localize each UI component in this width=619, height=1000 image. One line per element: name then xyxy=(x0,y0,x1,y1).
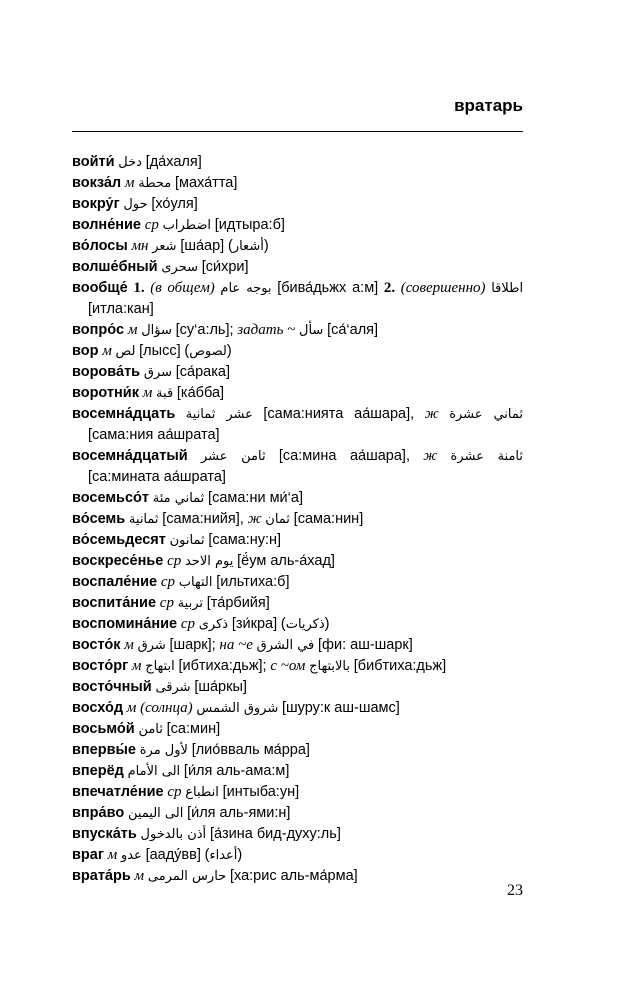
grammar-label: м xyxy=(142,385,153,401)
arabic-translation: قبة xyxy=(156,386,174,401)
arabic-translation: سحرى xyxy=(161,260,198,275)
headword: восто́чный xyxy=(72,679,152,695)
arabic-translation: لص xyxy=(115,344,136,359)
grammar-label: ср xyxy=(167,553,182,569)
grammar-label: м xyxy=(134,868,145,884)
dictionary-entry xyxy=(72,572,523,593)
headword: волше́бный xyxy=(72,259,158,275)
headword: волне́ние xyxy=(72,217,141,233)
grammar-label: ср xyxy=(160,574,176,590)
transcription: [хо́уля] xyxy=(151,196,198,212)
usage-label: (в общем) xyxy=(150,280,215,296)
transcription: ) xyxy=(237,847,243,863)
arabic-translation: الى اليمين xyxy=(127,806,184,821)
headword: впуска́ть xyxy=(72,826,137,842)
headword: впечатле́ние xyxy=(72,784,164,800)
transcription: [ша́ар] xyxy=(180,238,225,254)
transcription: [сама:ния аа́шрата] xyxy=(88,427,220,443)
dictionary-entry xyxy=(72,236,523,257)
headword: воскресе́нье xyxy=(72,553,164,569)
dictionary-entry xyxy=(72,320,523,341)
grammar-label: м xyxy=(127,322,138,338)
transcription: [ильтиха:б] xyxy=(216,574,290,590)
transcription: ( xyxy=(280,616,286,632)
headword: восхо́д xyxy=(72,700,124,716)
transcription: ) xyxy=(226,343,232,359)
arabic-translation: في الشرق xyxy=(256,638,315,653)
arabic-translation: محطة xyxy=(138,176,172,191)
dictionary-entry xyxy=(72,761,523,782)
headword: вперёд xyxy=(72,763,124,779)
dictionary-entry xyxy=(72,173,523,194)
headword: врата́рь xyxy=(72,868,131,884)
dictionary-entry xyxy=(72,215,523,236)
grammar-label: м xyxy=(102,343,112,359)
arabic-translation: سرق xyxy=(143,365,173,380)
dictionary-entry xyxy=(72,635,523,656)
transcription: [лысс] xyxy=(139,343,181,359)
usage-label: задать ~ xyxy=(237,322,296,338)
arabic-translation: ثامنة عشرة xyxy=(450,449,523,464)
headword: воспале́ние xyxy=(72,574,158,590)
transcription: [да́халя] xyxy=(145,154,202,170)
transcription: [и́ля аль-ама:м] xyxy=(183,763,290,779)
headword: во́семь xyxy=(72,511,126,527)
dictionary-entry xyxy=(72,488,523,509)
transcription: [са́рака] xyxy=(175,364,230,380)
transcription: ( xyxy=(227,238,233,254)
transcription: [та́рбийя] xyxy=(206,595,270,611)
arabic-translation: بوجه عام xyxy=(220,281,272,296)
headword: впра́во xyxy=(72,805,125,821)
entry-list xyxy=(72,152,523,887)
dictionary-entry xyxy=(72,740,523,761)
arabic-translation: انطباع xyxy=(185,785,219,800)
headword: восемна́дцатый xyxy=(72,448,188,464)
transcription: [фи: аш-шарк] xyxy=(318,637,413,653)
arabic-translation: عشر ثمانية xyxy=(185,407,253,422)
transcription: [си́хри] xyxy=(201,259,249,275)
arabic-translation: لصوص xyxy=(189,344,227,359)
transcription: [аадýвв] xyxy=(145,847,201,863)
usage-label: на ~е xyxy=(219,637,253,653)
grammar-label: м xyxy=(131,658,142,674)
headword: войти́ xyxy=(72,154,115,170)
arabic-translation: يوم الاحد xyxy=(184,554,234,569)
dictionary-entry xyxy=(72,278,523,320)
dictionary-entry xyxy=(72,866,523,887)
grammar-label: ср xyxy=(144,217,159,233)
arabic-translation: تربية xyxy=(177,596,204,611)
arabic-translation: ذكريات xyxy=(285,617,325,632)
transcription: [сама:нийя], xyxy=(162,511,244,527)
dictionary-entry xyxy=(72,677,523,698)
arabic-translation: أعداء xyxy=(209,848,238,863)
arabic-translation: اطلاقا xyxy=(491,281,524,296)
arabic-translation: دخل xyxy=(118,155,142,170)
dictionary-entry xyxy=(72,782,523,803)
arabic-translation: أشعار xyxy=(232,239,264,254)
transcription: [бибтиха:дьж] xyxy=(353,658,447,674)
arabic-translation: ثمانية xyxy=(128,512,159,527)
arabic-translation: شعر xyxy=(152,239,177,254)
headword: ворова́ть xyxy=(72,364,141,380)
dictionary-entry xyxy=(72,656,523,677)
arabic-translation: ثماني عشرة xyxy=(449,407,524,422)
grammar-label: ср xyxy=(167,784,182,800)
usage-label: ж xyxy=(423,448,438,464)
arabic-translation: عدو xyxy=(120,848,142,863)
dictionary-entry xyxy=(72,551,523,572)
dictionary-entry xyxy=(72,194,523,215)
headword: восто́рг xyxy=(72,658,129,674)
headword: восемьсо́т xyxy=(72,490,149,506)
arabic-translation: لأول مرة xyxy=(139,743,188,758)
transcription: [ё́ум аль-а́хад] xyxy=(237,553,335,569)
arabic-translation: ثمان xyxy=(265,512,290,527)
transcription: ) xyxy=(324,616,330,632)
usage-label: с ~ом xyxy=(270,658,306,674)
arabic-translation: أذن بالدخول xyxy=(140,827,207,842)
headword: воротни́к xyxy=(72,385,139,401)
dictionary-entry xyxy=(72,257,523,278)
dictionary-entry xyxy=(72,446,523,488)
transcription: [шуру:к аш-шамс] xyxy=(282,700,400,716)
arabic-translation: سؤال xyxy=(141,323,172,338)
dictionary-entry xyxy=(72,509,523,530)
arabic-translation: شروق الشمس xyxy=(196,701,279,716)
arabic-translation: سأل xyxy=(299,323,324,338)
arabic-translation: شرق xyxy=(137,638,166,653)
dictionary-entry xyxy=(72,824,523,845)
dictionary-entry xyxy=(72,698,523,719)
transcription: [сама:нията аа́шара], xyxy=(263,406,415,422)
arabic-translation: ثمانون xyxy=(169,533,205,548)
dictionary-entry xyxy=(72,719,523,740)
headword: восто́к xyxy=(72,637,121,653)
grammar-label: м xyxy=(124,637,134,653)
header-rule xyxy=(72,131,523,132)
arabic-translation: ابتهاج xyxy=(145,659,175,674)
dictionary-entry xyxy=(72,341,523,362)
page-number: 23 xyxy=(507,882,523,899)
transcription: [шарк]; xyxy=(169,637,216,653)
transcription: [ибтиха:дьж]; xyxy=(178,658,267,674)
dictionary-entry xyxy=(72,803,523,824)
transcription: [интыба:ун] xyxy=(222,784,300,800)
transcription: ( xyxy=(204,847,210,863)
headword: вокру́г xyxy=(72,196,120,212)
grammar-label: мн xyxy=(131,238,149,254)
usage-label: ж xyxy=(424,406,439,422)
usage-label: (совершенно) xyxy=(400,280,486,296)
arabic-translation: حول xyxy=(123,197,148,212)
transcription: [маха́тта] xyxy=(174,175,238,191)
sense-number: 1. xyxy=(133,280,145,296)
dictionary-entry xyxy=(72,845,523,866)
grammar-label: м xyxy=(124,175,135,191)
headword: враг xyxy=(72,847,104,863)
usage-label: м (солнца) xyxy=(126,700,193,716)
arabic-translation: حارس المرمى xyxy=(147,869,227,884)
arabic-translation: التهاب xyxy=(178,575,213,590)
transcription: [ха:рис аль-ма́рма] xyxy=(229,868,358,884)
sense-number: 2. xyxy=(383,280,396,296)
dictionary-entry xyxy=(72,152,523,173)
arabic-translation: ذكرى xyxy=(198,617,229,632)
arabic-translation: بالابتهاج xyxy=(309,659,351,674)
transcription: [са:мина аа́шара], xyxy=(278,448,410,464)
dictionary-entry xyxy=(72,362,523,383)
arabic-translation: شرقى xyxy=(155,680,191,695)
transcription: [лио́вваль ма́рра] xyxy=(191,742,310,758)
dictionary-entry xyxy=(72,383,523,404)
headword: во́лосы xyxy=(72,238,128,254)
headword: вокза́л xyxy=(72,175,122,191)
transcription: [са:мин] xyxy=(166,721,221,737)
transcription: ) xyxy=(263,238,269,254)
arabic-translation: ثامن عشر xyxy=(200,449,266,464)
headword: во́семьдесят xyxy=(72,532,166,548)
transcription: [ша́ркы] xyxy=(194,679,247,695)
grammar-label: м xyxy=(107,847,118,863)
arabic-translation: الى الأمام xyxy=(127,764,181,779)
arabic-translation: ثماني مئة xyxy=(152,491,205,506)
headword: воспита́ние xyxy=(72,595,157,611)
transcription: [су‘а:ль]; xyxy=(175,322,234,338)
transcription: [сама:ну:н] xyxy=(208,532,282,548)
transcription: [сама:ни ми́‘а] xyxy=(208,490,303,506)
transcription: [са́‘аля] xyxy=(327,322,379,338)
transcription: [идтыра:б] xyxy=(214,217,285,233)
transcription: [сама:нин] xyxy=(293,511,364,527)
grammar-label: ср xyxy=(159,595,174,611)
headword: вообще́ xyxy=(72,280,128,296)
transcription: [и́ля аль-ями:н] xyxy=(187,805,291,821)
grammar-label: ср xyxy=(180,616,195,632)
transcription: [ка́бба] xyxy=(176,385,225,401)
transcription: [а́зина бид-духу:ль] xyxy=(209,826,341,842)
dictionary-entry xyxy=(72,593,523,614)
transcription: [бива́дьжх а:м] xyxy=(277,280,379,296)
headword: вопро́с xyxy=(72,322,125,338)
transcription: ( xyxy=(184,343,190,359)
headword: восемна́дцать xyxy=(72,406,176,422)
arabic-translation: اضطراب xyxy=(162,218,212,233)
dictionary-entry xyxy=(72,530,523,551)
headword: впервы́е xyxy=(72,742,136,758)
arabic-translation: ثامن xyxy=(138,722,163,737)
transcription: [са:мината аа́шрата] xyxy=(88,469,226,485)
headword: восьмо́й xyxy=(72,721,135,737)
dictionary-entry xyxy=(72,404,523,446)
headword: вор xyxy=(72,343,99,359)
headword: воспомина́ние xyxy=(72,616,178,632)
running-head: вратарь xyxy=(454,96,523,115)
transcription: [итла:кан] xyxy=(88,301,154,317)
usage-label: ж xyxy=(247,511,262,527)
transcription: [зи́кра] xyxy=(231,616,278,632)
dictionary-entry xyxy=(72,614,523,635)
